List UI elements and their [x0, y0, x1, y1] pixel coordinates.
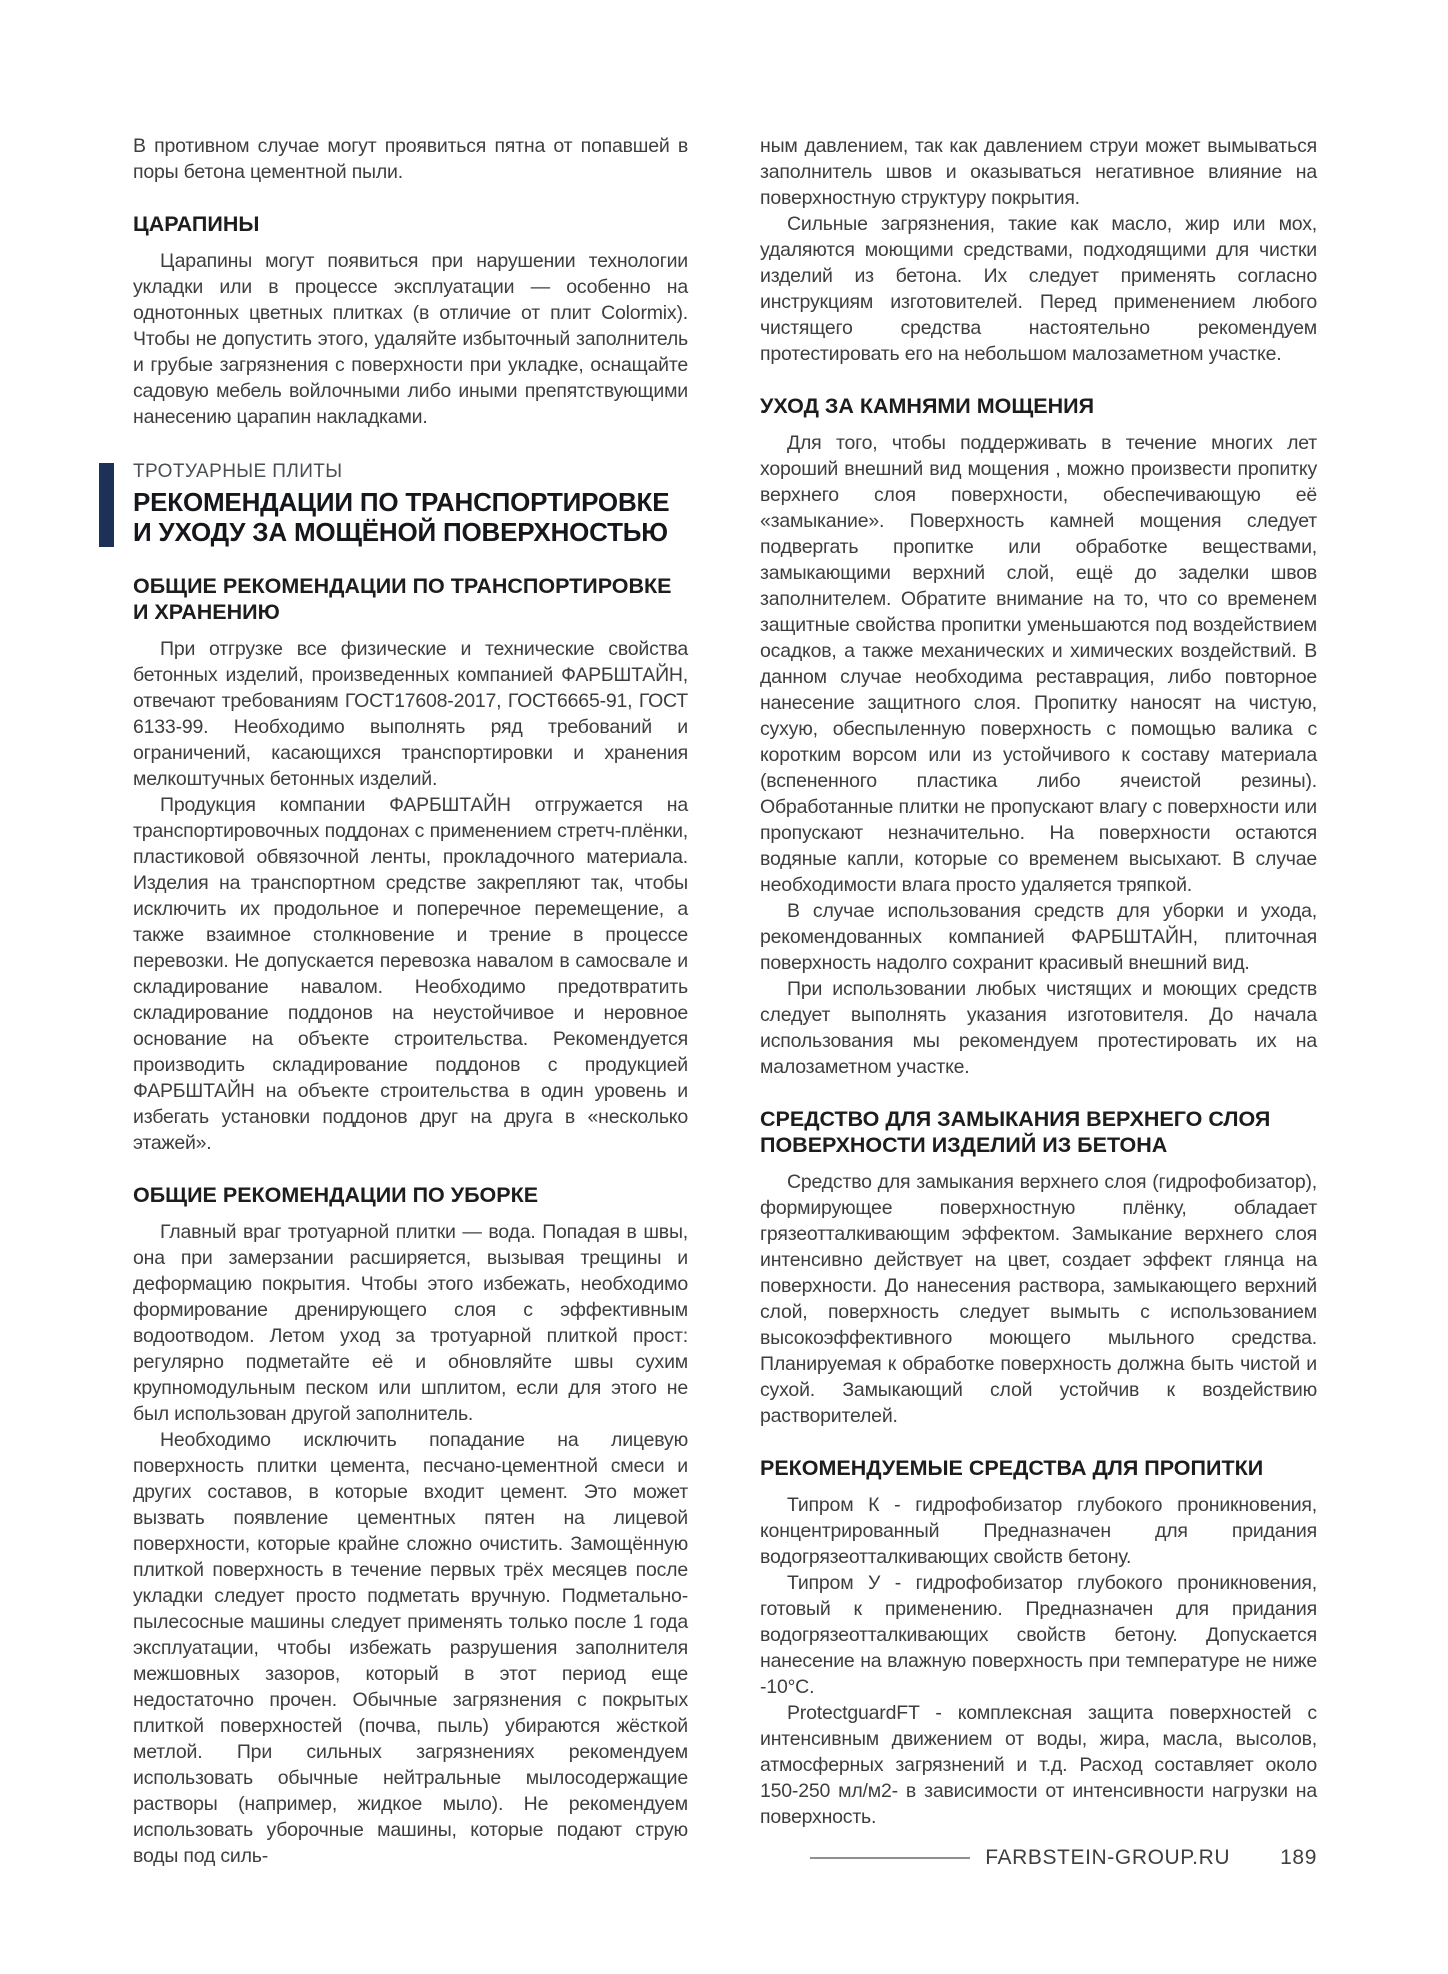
paragraph-tiprom-u: Типром У - гидрофобизатор глубокого проникновения, готовый к применению. Предназначен для придания водогрязеотталкивающих свойств бетону. Допускается нанесение на влажную поверхность при температуре не ниже -10°С. — [760, 1572, 1317, 1698]
right-column — [760, 133, 1317, 1830]
left-column — [133, 133, 688, 1869]
heading-scratches: ЦАРАПИНЫ — [133, 212, 260, 236]
paragraph-stone-care-3: При использовании любых чистящих и моющих средств следует выполнять указания изготовителя. До начала использования мы рекомендуем протестировать их на малозаметном участке. — [760, 978, 1317, 1078]
paragraph-sealer: Средство для замыкания верхнего слоя (гидрофобизатор), формирующее поверхностную плёнку, обладает грязеотталкивающим эффектом. Замыкание верхнего слоя интенсивно действует на цвет, создает эффект глянца на поверхности. До нанесения раствора, замыкающего верхний слой, поверхность следует вымыть с использованием высокоэффективного моющего мыльного средства. Планируемая к обработке поверхность должна быть чистой и сухой. Замыкающий слой устойчив к воздействию растворителей. — [760, 1171, 1317, 1427]
page-footer — [760, 1846, 1317, 1870]
section-title — [133, 487, 688, 547]
section-title-line1: РЕКОМЕНДАЦИИ ПО ТРАНСПОРТИРОВКЕ — [133, 487, 670, 517]
heading-stone-care: УХОД ЗА КАМНЯМИ МОЩЕНИЯ — [760, 394, 1095, 418]
paragraph-protectguard: ProtectguardFT - комплексная защита поверхностей с интенсивным движением от воды, жира, масла, высолов, атмосферных загрязнений и т.д. Расход составляет около 150-250 мл/м2- в зависимости от интенсивности нагрузки на поверхность. — [760, 1702, 1317, 1828]
heading-impregnation-products: РЕКОМЕНДУЕМЫЕ СРЕДСТВА ДЛЯ ПРОПИТКИ — [760, 1456, 1264, 1480]
paragraph-cleaning-1: Главный враг тротуарной плитки — вода. Попадая в швы, она при замерзании расширяется, вызывая трещины и деформацию покрытия. Чтобы этого избежать, необходимо формирование дренирующего слоя с эффективным водоотводом. Летом уход за тротуарной плиткой прост: регулярно подметайте её и обновляйте швы сухим крупномодульным песком или шплитом, если для этого не был использован другой заполнитель. — [133, 1221, 688, 1425]
paragraph-continuation-from-left-column: ным давлением, так как давлением струи может вымываться заполнитель швов и оказываться негативное влияние на поверхностную структуру покрытия. — [760, 135, 1317, 209]
paragraph-transport-2: Продукция компании ФАРБШТАЙН отгружается на транспортировочных поддонах с применением стретч-плёнки, пластиковой обвязочной ленты, прокладочного материала. Изделия на транспортном средстве закрепляют так, чтобы исключить их продольное и поперечное перемещение, а также взаимное столкновение и трение в процессе перевозки. Не допускается перевозка навалом в самосвале и складирование навалом. Необходимо предотвратить складирование поддонов на неустойчивое и неровное основание на объекте строительства. Рекомендуется производить складирование поддонов с продукцией ФАРБШТАЙН на объекте строительства в один уровень и избегать установки поддонов друг на друга в «несколько этажей». — [133, 794, 688, 1154]
footer-website: FARBSTEIN-GROUP.RU — [985, 1846, 1231, 1869]
paragraph-continuation-from-previous-page: В противном случае могут проявиться пятна от попавшей в поры бетона цементной пыли. — [133, 135, 688, 183]
heading-general-cleaning: ОБЩИЕ РЕКОМЕНДАЦИИ ПО УБОРКЕ — [133, 1183, 539, 1207]
paragraph-stone-care-1: Для того, чтобы поддерживать в течение многих лет хороший внешний вид мощения , можно произвести пропитку верхнего слоя поверхности, обеспечивающую её «замыкание». Поверхность камней мощения следует подвергать пропитке или обработке веществами, замыкающими верхний слой, ещё до заделки швов заполнителем. Обратите внимание на то, что со временем защитные свойства пропитки уменьшаются под воздействием осадков, а также механических и химических воздействий. В данном случае необходима реставрация, либо повторное нанесение защитного слоя. Пропитку наносят на чистую, сухую, обеспыленную поверхность с помощью валика с коротким ворсом или из устойчивого к составу материала (вспененного пластика либо ячеистой резины). Обработанные плитки не пропускают влагу с поверхности или пропускают незначительно. На поверхности остаются водяные капли, которые со временем высыхают. В случае необходимости влага просто удаляется тряпкой. — [760, 432, 1317, 896]
heading-sealer: СРЕДСТВО ДЛЯ ЗАМЫКАНИЯ ВЕРХНЕГО СЛОЯ ПОВЕРХНОСТИ ИЗДЕЛИЙ ИЗ БЕТОНА — [760, 1107, 1271, 1157]
paragraph-heavy-dirt: Сильные загрязнения, такие как масло, жир или мох, удаляются моющими средствами, подходящими для чистки изделий из бетона. Их следует применять согласно инструкциям изготовителей. Перед применением любого чистящего средства настоятельно рекомендуем протестировать его на небольшом малозаметном участке. — [760, 213, 1317, 365]
heading-transport-storage: ОБЩИЕ РЕКОМЕНДАЦИИ ПО ТРАНСПОРТИРОВКЕ И ХРАНЕНИЮ — [133, 574, 672, 624]
paragraph-tiprom-k: Типром К - гидрофобизатор глубокого проникновения, концентрированный Предназначен для придания водогрязеотталкивающих свойств бетону. — [760, 1494, 1317, 1568]
paragraph-stone-care-2: В случае использования средств для уборки и ухода, рекомендованных компанией ФАРБШТАЙН, плиточная поверхность надолго сохранит красивый внешний вид. — [760, 900, 1317, 974]
paragraph-cleaning-2: Необходимо исключить попадание на лицевую поверхность плитки цемента, песчано-цементной смеси и других составов, в которые входит цемент. Это может вызвать появление цементных пятен на лицевой поверхности, которые крайне сложно очистить. Замощённую плиткой поверхность в течение первых трёх месяцев после укладки следует просто подметать вручную. Подметально-пылесосные машины следует применять только после 1 года эксплуатации, чтобы избежать разрушения заполнителя межшовных зазоров, который в этот период еще недостаточно прочен. Обычные загрязнения с покрытых плиткой поверхностей (почва, пыль) убираются жёсткой метлой. При сильных загрязнениях рекомендуем использовать обычные нейтральные мылосодержащие растворы (например, жидкое мыло). Не рекомендуем использовать уборочные машины, которые подают струю воды под силь- — [133, 1429, 688, 1867]
page-number: 189 — [1280, 1846, 1317, 1869]
paragraph-transport-1: При отгрузке все физические и технические свойства бетонных изделий, произведенных компанией ФАРБШТАЙН, отвечают требованиям ГОСТ17608-2017, ГОСТ6665-91, ГОСТ 6133-99. Необходимо выполнять ряд требований и ограничений, касающихся транспортировки и хранения мелкоштучных бетонных изделий. — [133, 638, 688, 790]
section-header-block — [133, 460, 688, 547]
section-eyebrow: ТРОТУАРНЫЕ ПЛИТЫ — [133, 461, 343, 482]
accent-bar — [99, 463, 114, 547]
footer-divider-line — [810, 1857, 970, 1859]
paragraph-scratches: Царапины могут появиться при нарушении технологии укладки или в процессе эксплуатации — особенно на однотонных цветных плитках (в отличие от плит Colormix). Чтобы не допустить этого, удаляйте избыточный заполнитель и грубые загрязнения с поверхности при укладке, оснащайте садовую мебель войлочными либо иными препятствующими нанесению царапин накладками. — [133, 250, 688, 428]
section-title-line2: И УХОДУ ЗА МОЩЁНОЙ ПОВЕРХНОСТЬЮ — [133, 517, 668, 547]
